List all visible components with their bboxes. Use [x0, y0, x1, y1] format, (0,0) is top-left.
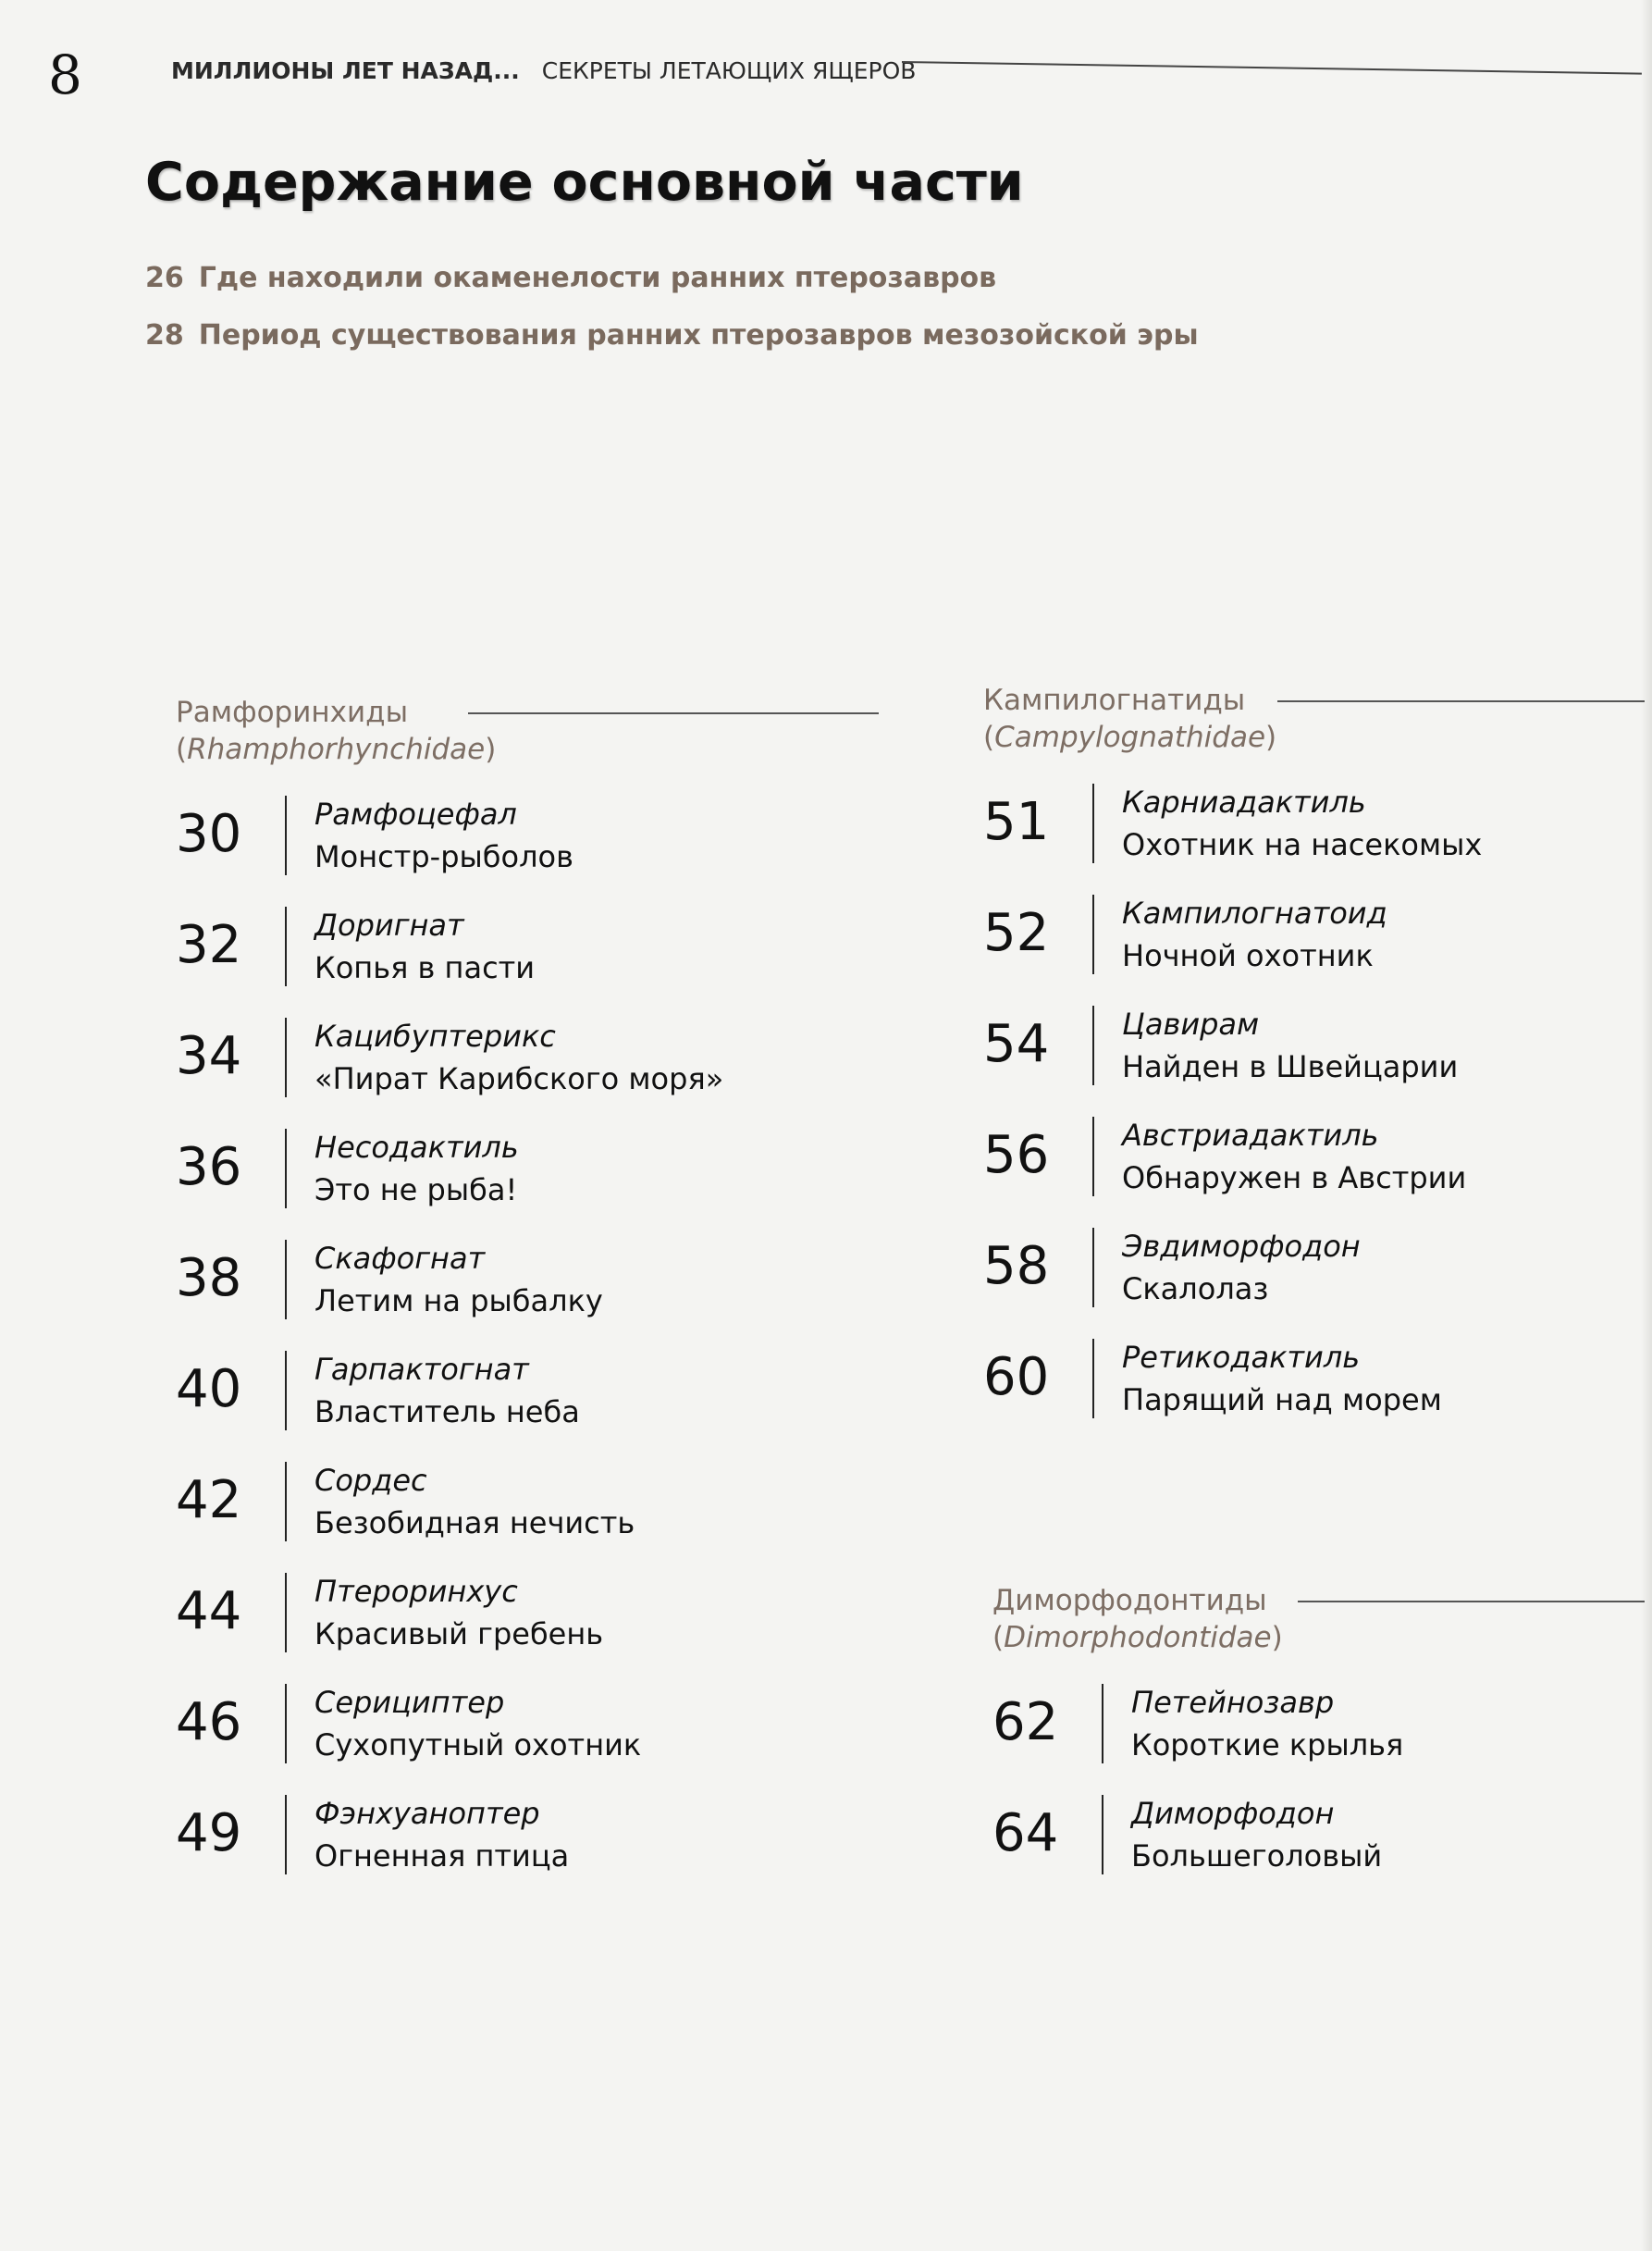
intro-page-number: 26 — [145, 262, 184, 294]
toc-entry[interactable] — [176, 897, 897, 1008]
group-name: Диморфодонтиды — [992, 1584, 1267, 1617]
entry-title: Доригнат — [314, 908, 464, 943]
toc-entry[interactable] — [176, 1675, 897, 1786]
entry-title: Рамфоцефал — [314, 797, 517, 832]
entry-page-number: 49 — [176, 1803, 242, 1863]
entry-page-number: 52 — [983, 903, 1050, 963]
entry-divider — [1102, 1684, 1103, 1763]
group-rhamphorhynchidae — [176, 694, 897, 1897]
toc-entry[interactable] — [983, 774, 1645, 885]
toc-entry[interactable] — [176, 1231, 897, 1342]
intro-list — [145, 250, 1199, 365]
entry-subtitle: Это не рыба! — [314, 1172, 518, 1207]
group-header — [983, 682, 1645, 774]
entry-title: Ретикодактиль — [1122, 1340, 1361, 1375]
entry-divider — [1092, 1339, 1094, 1418]
entry-title: Эвдиморфодон — [1122, 1229, 1361, 1264]
toc-entry[interactable] — [983, 1107, 1645, 1218]
entry-title: Несодактиль — [314, 1130, 519, 1165]
book-title: МИЛЛИОНЫ ЛЕТ НАЗАД... — [171, 57, 520, 84]
entry-subtitle: Обнаружен в Австрии — [1122, 1160, 1467, 1195]
group-header — [992, 1582, 1645, 1675]
group-dimorphodontidae — [992, 1582, 1645, 1897]
entry-subtitle: Летим на рыбалку — [314, 1283, 603, 1318]
entry-list — [176, 786, 897, 1897]
group-latin-text: Campylognathidae — [994, 721, 1266, 754]
entry-page-number: 56 — [983, 1125, 1050, 1185]
entry-divider — [285, 907, 287, 986]
entry-divider — [285, 1018, 287, 1097]
entry-title: Цавирам — [1122, 1007, 1260, 1042]
entry-divider — [1092, 1228, 1094, 1307]
entry-divider — [285, 796, 287, 875]
entry-title: Карниадактиль — [1122, 785, 1366, 820]
entry-subtitle: Большеголовый — [1131, 1838, 1383, 1874]
entry-title: Петейнозавр — [1131, 1685, 1335, 1720]
entry-divider — [285, 1462, 287, 1541]
entry-title: Кампилогнатоид — [1122, 896, 1387, 931]
toc-entry[interactable] — [992, 1675, 1645, 1786]
entry-page-number: 51 — [983, 792, 1050, 852]
group-latin-text: Rhamphorhynchidae — [187, 733, 486, 766]
group-latin-name: (Rhamphorhynchidae) — [176, 733, 497, 766]
entry-page-number: 58 — [983, 1236, 1050, 1296]
toc-entry[interactable] — [176, 1342, 897, 1453]
entry-subtitle: Властитель неба — [314, 1394, 580, 1429]
entry-subtitle: Скалолаз — [1122, 1271, 1269, 1306]
entry-subtitle: Красивый гребень — [314, 1616, 604, 1651]
group-name: Рамфоринхиды — [176, 696, 409, 729]
intro-item[interactable] — [145, 250, 1199, 307]
entry-subtitle: Монстр-рыболов — [314, 839, 573, 874]
entry-title: Серициптер — [314, 1685, 505, 1720]
entry-page-number: 32 — [176, 915, 242, 975]
group-campylognathidae — [983, 682, 1645, 1441]
entry-page-number: 38 — [176, 1248, 242, 1308]
entry-page-number: 36 — [176, 1137, 242, 1197]
entry-divider — [285, 1351, 287, 1430]
group-latin-text: Dimorphodontidae — [1004, 1621, 1272, 1654]
group-header — [176, 694, 897, 786]
entry-title: Птероринхус — [314, 1574, 518, 1609]
entry-page-number: 60 — [983, 1347, 1050, 1407]
entry-page-number: 40 — [176, 1359, 242, 1419]
entry-page-number: 46 — [176, 1692, 242, 1752]
group-rule — [1298, 1601, 1645, 1602]
group-name: Кампилогнатиды — [983, 684, 1246, 717]
intro-title: Где находили окаменелости ранних птерозавров — [198, 262, 997, 294]
entry-page-number: 54 — [983, 1014, 1050, 1074]
entry-subtitle: «Пират Карибского моря» — [314, 1061, 724, 1096]
toc-entry[interactable] — [176, 1453, 897, 1564]
entry-subtitle: Парящий над морем — [1122, 1382, 1442, 1417]
entry-divider — [285, 1573, 287, 1652]
toc-entry[interactable] — [176, 1119, 897, 1231]
toc-entry[interactable] — [983, 996, 1645, 1107]
contents-title: Содержание основной части — [145, 152, 1024, 213]
group-rule — [1277, 700, 1645, 702]
entry-subtitle: Ночной охотник — [1122, 938, 1374, 973]
entry-divider — [1092, 895, 1094, 974]
entry-subtitle: Короткие крылья — [1131, 1727, 1404, 1762]
entry-list — [992, 1675, 1645, 1897]
entry-title: Скафогнат — [314, 1241, 486, 1276]
header-rule — [902, 61, 1642, 75]
toc-entry[interactable] — [176, 1008, 897, 1119]
entry-title: Гарпактогнат — [314, 1352, 529, 1387]
entry-list — [983, 774, 1645, 1441]
intro-item[interactable] — [145, 307, 1199, 365]
intro-title: Период существования ранних птерозавров мезозойской эры — [198, 319, 1199, 352]
entry-page-number: 44 — [176, 1581, 242, 1641]
entry-page-number: 64 — [992, 1803, 1059, 1863]
entry-title: Диморфодон — [1131, 1796, 1335, 1831]
toc-entry[interactable] — [176, 1786, 897, 1897]
running-head — [171, 57, 916, 94]
intro-page-number: 28 — [145, 319, 184, 352]
entry-divider — [1092, 1006, 1094, 1085]
entry-divider — [285, 1795, 287, 1874]
entry-divider — [1102, 1795, 1103, 1874]
toc-entry[interactable] — [983, 885, 1645, 996]
entry-divider — [285, 1684, 287, 1763]
entry-divider — [285, 1240, 287, 1319]
entry-subtitle: Сухопутный охотник — [314, 1727, 642, 1762]
toc-entry[interactable] — [176, 786, 897, 897]
entry-subtitle: Охотник на насекомых — [1122, 827, 1483, 862]
entry-page-number: 62 — [992, 1692, 1059, 1752]
group-rule — [468, 712, 879, 714]
entry-title: Австриадактиль — [1122, 1118, 1379, 1153]
entry-title: Сордес — [314, 1463, 427, 1498]
entry-divider — [1092, 1117, 1094, 1196]
entry-divider — [285, 1129, 287, 1208]
entry-subtitle: Копья в пасти — [314, 950, 536, 985]
entry-subtitle: Безобидная нечисть — [314, 1505, 635, 1540]
entry-page-number: 34 — [176, 1026, 242, 1086]
entry-subtitle: Огненная птица — [314, 1838, 570, 1874]
page-number: 8 — [48, 43, 82, 106]
entry-title: Фэнхуаноптер — [314, 1796, 540, 1831]
group-latin-name: (Campylognathidae) — [983, 721, 1277, 754]
section-title: СЕКРЕТЫ ЛЕТАЮЩИХ ЯЩЕРОВ — [541, 57, 917, 84]
toc-entry[interactable] — [176, 1564, 897, 1675]
entry-divider — [1092, 784, 1094, 863]
toc-entry[interactable] — [983, 1218, 1645, 1330]
toc-entry[interactable] — [992, 1786, 1645, 1897]
entry-page-number: 42 — [176, 1470, 242, 1530]
group-latin-name: (Dimorphodontidae) — [992, 1621, 1283, 1654]
toc-entry[interactable] — [983, 1330, 1645, 1441]
entry-subtitle: Найден в Швейцарии — [1122, 1049, 1459, 1084]
entry-page-number: 30 — [176, 804, 242, 864]
entry-title: Кацибуптерикс — [314, 1019, 556, 1054]
